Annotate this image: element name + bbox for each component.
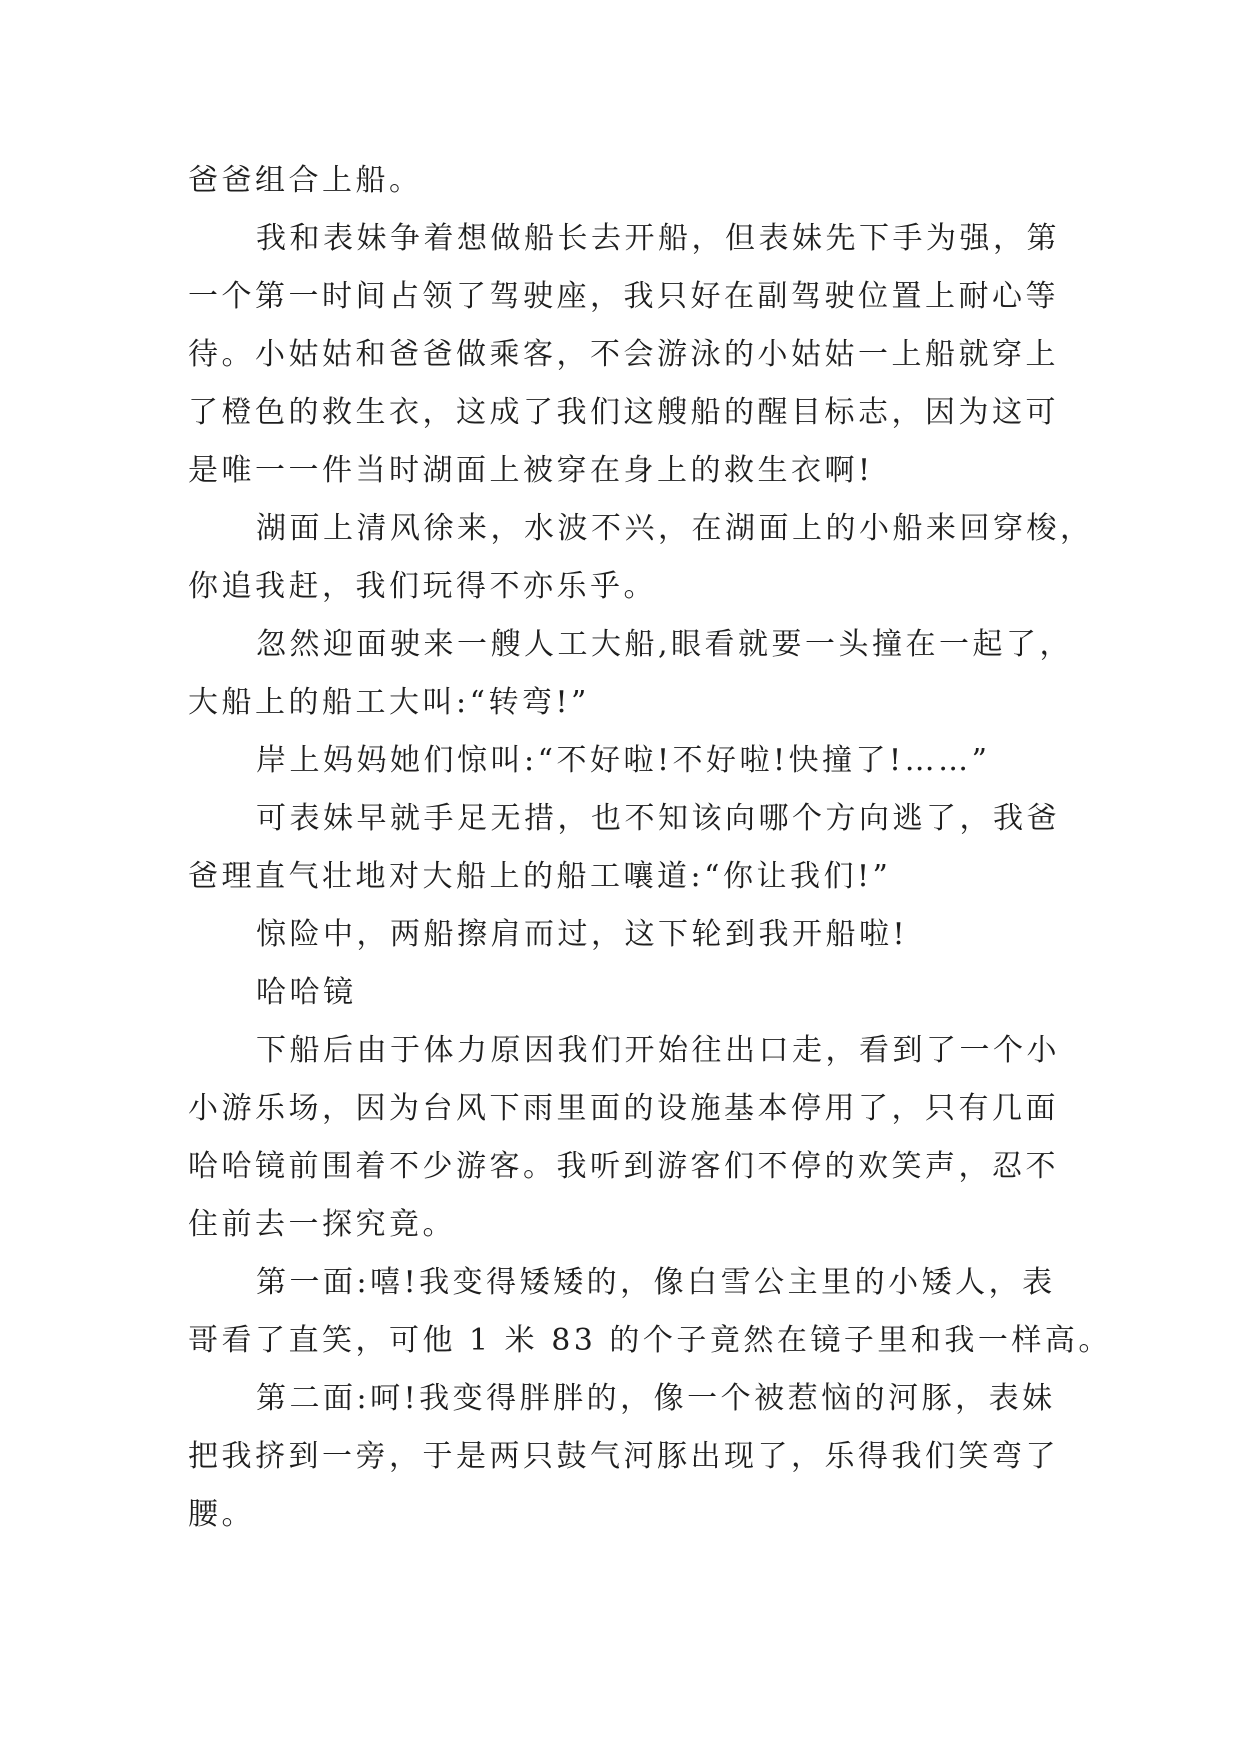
- text-line: 爸理直气壮地对大船上的船工嚷道:“你让我们!”: [188, 859, 892, 894]
- text-line: 一个第一时间占领了驾驶座，我只好在副驾驶位置上耐心等: [188, 279, 1059, 314]
- text-line: 你追我赶，我们玩得不亦乐乎。: [188, 569, 657, 604]
- text-line: 惊险中，两船擦肩而过，这下轮到我开船啦!: [256, 917, 909, 952]
- text-line: 了橙色的救生衣，这成了我们这艘船的醒目标志，因为这可: [188, 395, 1059, 430]
- text-line: 是唯一一件当时湖面上被穿在身上的救生衣啊!: [188, 453, 874, 488]
- text-line: 大船上的船工大叫:“转弯!”: [188, 685, 590, 720]
- body-text: [188, 152, 1112, 1544]
- text-line: 第二面:呵!我变得胖胖的，像一个被惹恼的河豚，表妹: [256, 1381, 1056, 1416]
- text-line: 岸上妈妈她们惊叫:“不好啦!不好啦!快撞了!……”: [256, 743, 991, 778]
- text-line: 忽然迎面驶来一艘人工大船,眼看就要一头撞在一起了，: [256, 627, 1074, 662]
- text-line: 第一面:嘻!我变得矮矮的，像白雪公主里的小矮人，表: [256, 1265, 1056, 1300]
- text-line: 待。小姑姑和爸爸做乘客，不会游泳的小姑姑一上船就穿上: [188, 337, 1059, 372]
- text-line: 爸爸组合上船。: [188, 163, 423, 198]
- text-line: 我和表妹争着想做船长去开船，但表妹先下手为强，第: [256, 221, 1060, 256]
- text-line: 哥看了直笑，可他 1 米 83 的个子竟然在镜子里和我一样高。: [188, 1323, 1112, 1358]
- text-line: 小游乐场，因为台风下雨里面的设施基本停用了，只有几面: [188, 1091, 1059, 1126]
- text-line: 哈哈镜前围着不少游客。我听到游客们不停的欢笑声，忍不: [188, 1149, 1059, 1184]
- text-line: 腰。: [188, 1497, 255, 1532]
- text-line: 可表妹早就手足无措，也不知该向哪个方向逃了，我爸: [256, 801, 1060, 836]
- section-heading: 哈哈镜: [256, 975, 357, 1010]
- text-line: 下船后由于体力原因我们开始往出口走，看到了一个小: [256, 1033, 1060, 1068]
- text-line: 住前去一探究竟。: [188, 1207, 456, 1242]
- text-line: 把我挤到一旁，于是两只鼓气河豚出现了，乐得我们笑弯了: [188, 1439, 1059, 1474]
- text-line: 湖面上清风徐来，水波不兴，在湖面上的小船来回穿梭，: [256, 511, 1094, 546]
